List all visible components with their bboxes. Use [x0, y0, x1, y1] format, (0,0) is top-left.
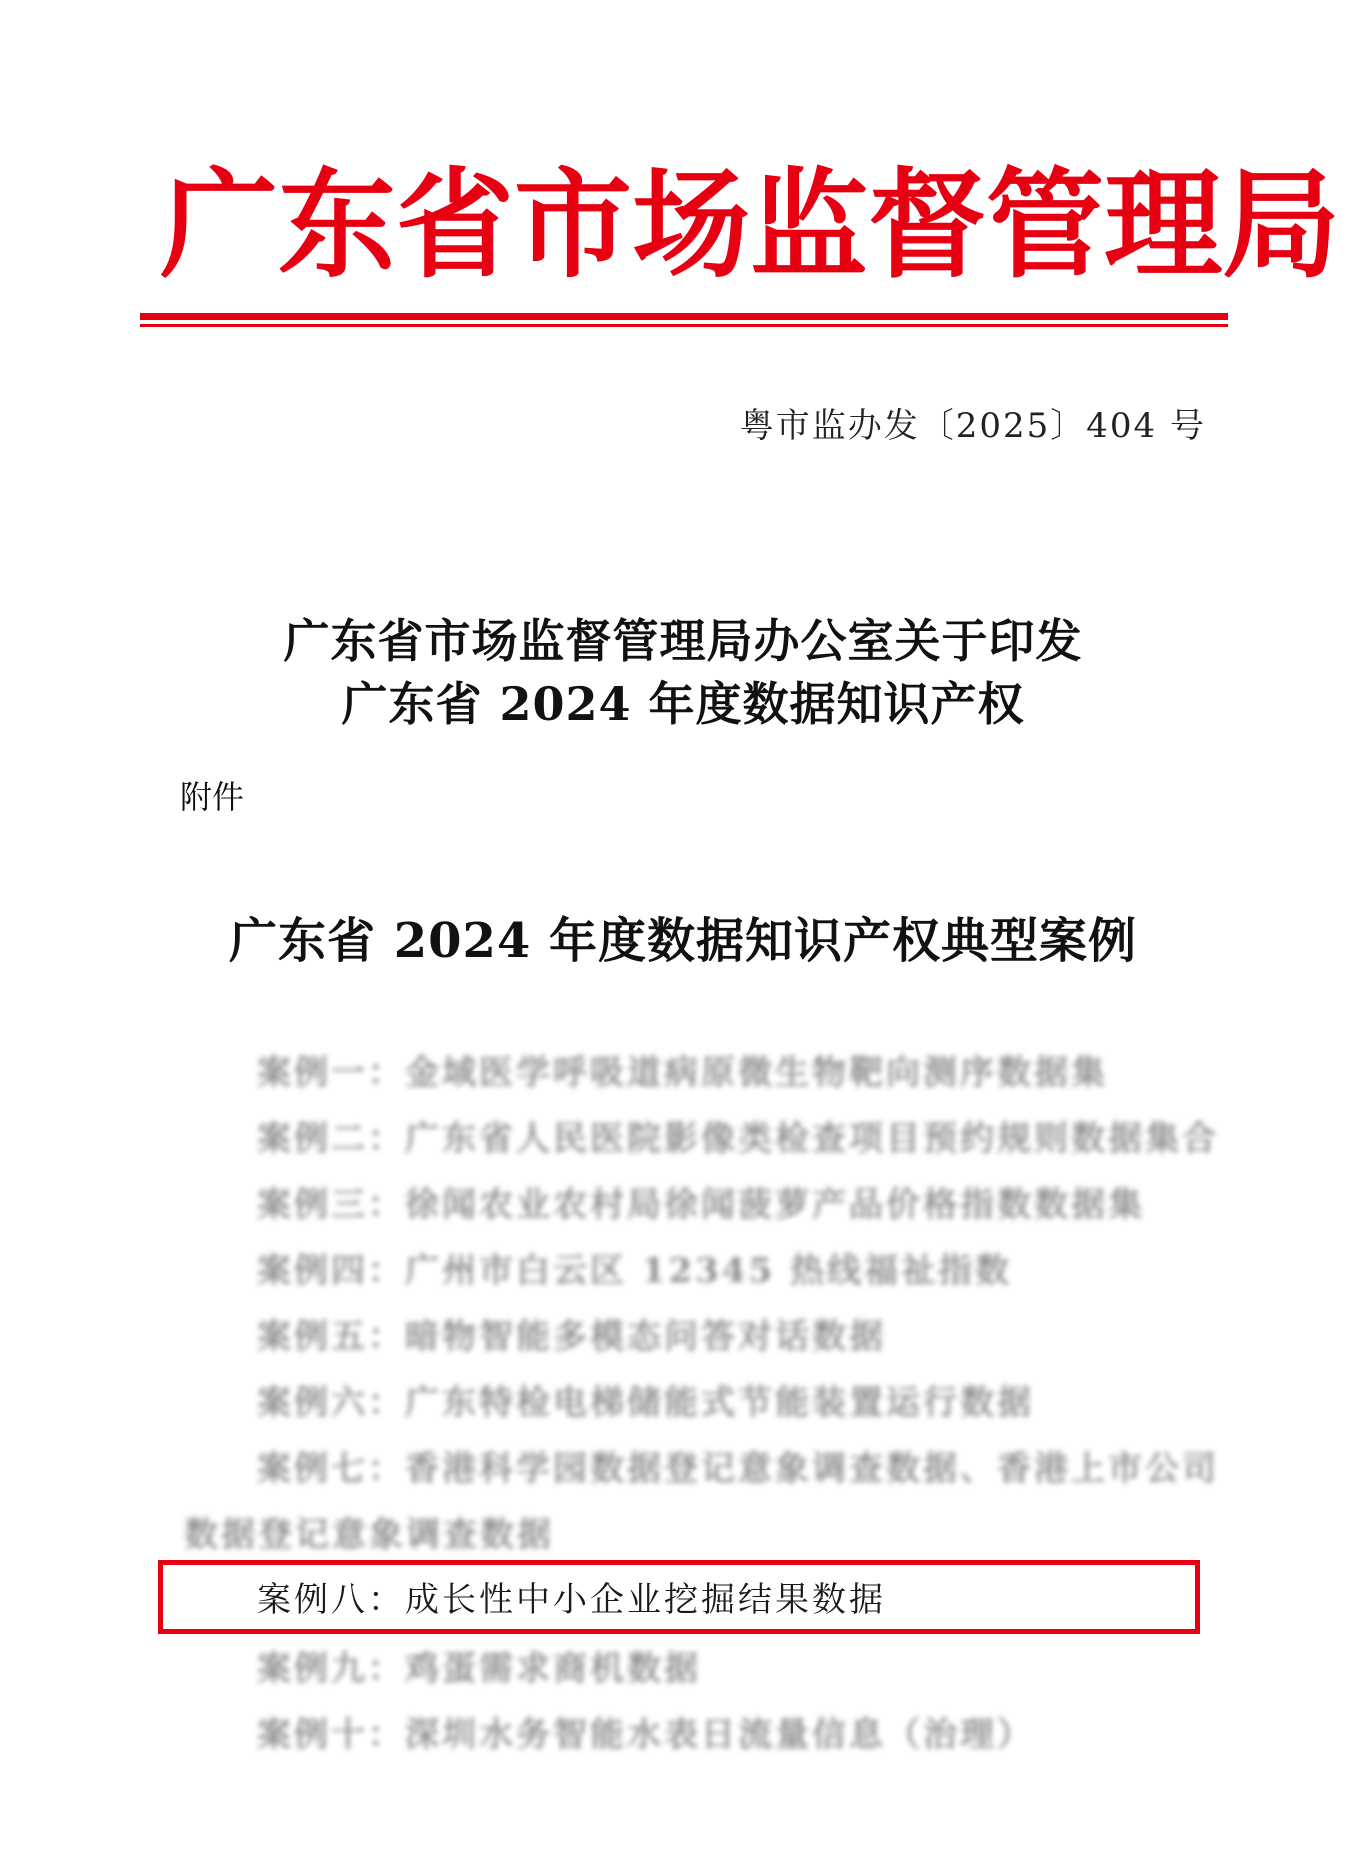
- masthead-char: 东: [278, 155, 397, 294]
- masthead-char: 局: [1222, 155, 1341, 294]
- masthead-char: 理: [1104, 155, 1223, 294]
- notice-title-line-2: 广东省 2024 年度数据知识产权: [341, 677, 1025, 731]
- case-item: 案例九：鸡蛋需求商机数据: [257, 1649, 701, 1689]
- case-item: 案例四：广州市白云区 12345 热线福祉指数: [257, 1251, 1012, 1291]
- masthead-char: 管: [986, 155, 1105, 294]
- case-item: 案例六：广东特检电梯储能式节能装置运行数据: [257, 1383, 1034, 1423]
- case-item: 案例五：暗物智能多模态问答对话数据: [257, 1317, 886, 1357]
- masthead-char: 市: [514, 155, 633, 294]
- masthead-char: 广: [160, 155, 279, 294]
- attachment-label: 附件: [180, 778, 245, 816]
- case-item: 案例一：金域医学呼吸道病原微生物靶向测序数据集: [257, 1053, 1108, 1093]
- highlight-box: [158, 1560, 1200, 1634]
- case-item: 案例十：深圳水务智能水表日流量信息（治理）: [257, 1715, 1034, 1755]
- case-item: 案例七：香港科学园数据登记意象调查数据、香港上市公司: [257, 1449, 1219, 1489]
- masthead-char: 场: [632, 155, 751, 294]
- masthead-char: 督: [868, 155, 987, 294]
- masthead-char: 省: [396, 155, 515, 294]
- case-item: 案例二：广东省人民医院影像类检查项目预约规则数据集合: [257, 1119, 1219, 1159]
- case-item: 案例三：徐闻农业农村局徐闻菠萝产品价格指数数据集: [257, 1185, 1145, 1225]
- notice-title-line-1: 广东省市场监督管理局办公室关于印发: [283, 614, 1083, 668]
- masthead-char: 监: [750, 155, 869, 294]
- document-number: 粤市监办发〔2025〕404 号: [739, 406, 1206, 446]
- attachment-title: 广东省 2024 年度数据知识产权典型案例: [228, 913, 1138, 969]
- case-item-highlighted: 案例八：成长性中小企业挖掘结果数据: [257, 1580, 886, 1620]
- case-item-continuation: 数据登记意象调查数据: [184, 1515, 554, 1555]
